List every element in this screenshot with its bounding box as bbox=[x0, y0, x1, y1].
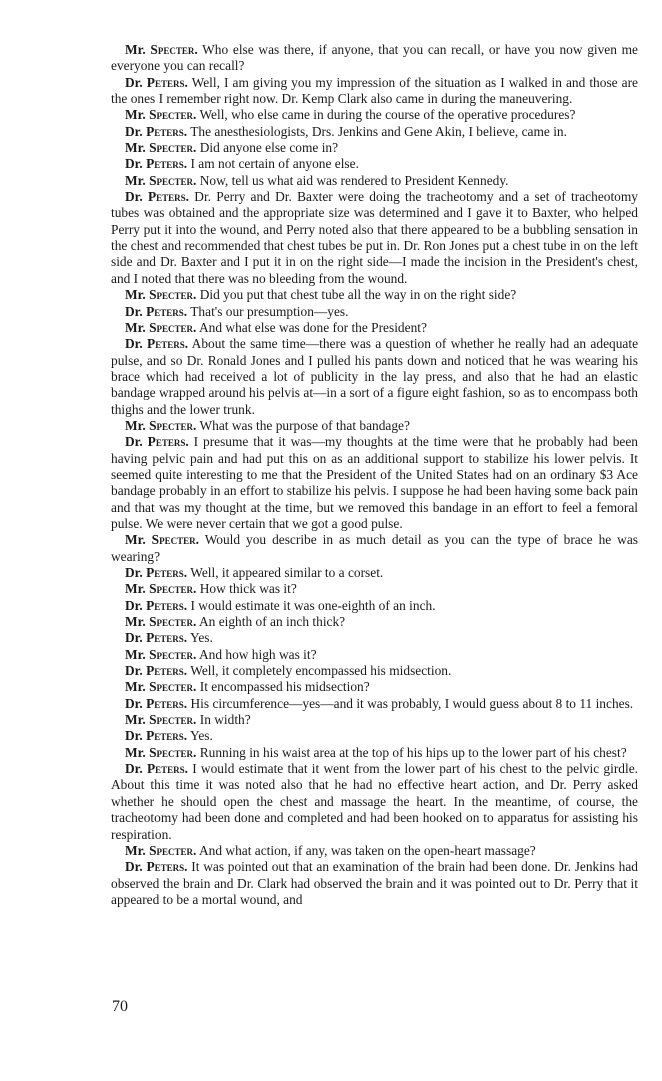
speaker-title: Mr. bbox=[125, 581, 146, 597]
speaker-label bbox=[125, 581, 196, 596]
speaker-title: Dr. bbox=[125, 663, 143, 679]
speech-text: I would estimate that it went from the lower part of his chest to the pelvic girdle. About this time it was noted also that he had no effective heart action, and Dr. Perry asked whether he should open the chest and massage the heart. In the meantime, of course, the tracheotomy had been done and completed and had been hooked on to apparatus for assisting his respiration. bbox=[111, 761, 638, 842]
speaker-name: Peters. bbox=[146, 74, 188, 90]
speech-text: And how high was it? bbox=[198, 646, 317, 662]
speaker-label bbox=[125, 320, 196, 335]
speech-text: It encompassed his midsection? bbox=[199, 679, 370, 695]
speaker-label bbox=[125, 42, 198, 57]
speech-text: How thick was it? bbox=[199, 581, 297, 597]
testimony-paragraph bbox=[111, 320, 638, 336]
testimony-paragraph bbox=[111, 859, 638, 908]
speaker-title: Dr. bbox=[125, 597, 143, 613]
speaker-label bbox=[125, 336, 188, 351]
speaker-label bbox=[125, 418, 196, 433]
speech-text: Did you put that chest tube all the way in on the right side? bbox=[199, 287, 517, 303]
speaker-name: Peters. bbox=[146, 695, 188, 711]
speech-text: I presume that it was—my thoughts at the time were that he probably had been having pelvic pain and had put this on as an additional support to stabilize his lower pelvis. It seemed quite interesting to me that the President of the United States had on an ordinary $3 Ace bandage probably in an effort to stabilize his pelvis. I suppose he had been having some back pain and that was my thought at the time, but we removed this bandage in an effort to feel a femoral pulse. We were never certain that we got a good pulse. bbox=[111, 434, 638, 531]
speech-text: Did anyone else come in? bbox=[199, 140, 339, 156]
speaker-label bbox=[125, 696, 187, 711]
speech-text: His circumference—yes—and it was probably, I would guess about 8 to 11 inches. bbox=[190, 695, 634, 711]
speaker-name: Specter. bbox=[149, 319, 197, 335]
speaker-title: Mr. bbox=[125, 842, 146, 858]
speech-text: Yes. bbox=[190, 728, 213, 744]
testimony-paragraph bbox=[111, 679, 638, 695]
speaker-label bbox=[125, 156, 187, 171]
testimony-paragraph bbox=[111, 173, 638, 189]
speaker-label bbox=[125, 598, 187, 613]
testimony-paragraph bbox=[111, 532, 638, 565]
speaker-label bbox=[125, 434, 189, 449]
testimony-paragraph bbox=[111, 647, 638, 663]
speaker-name: Peters. bbox=[146, 728, 188, 744]
speaker-label bbox=[125, 287, 196, 302]
speaker-label bbox=[125, 630, 187, 645]
speaker-name: Specter. bbox=[150, 42, 198, 57]
speaker-name: Peters. bbox=[147, 434, 189, 450]
speech-text: Now, tell us what aid was rendered to President Kennedy. bbox=[199, 172, 509, 188]
speaker-title: Mr. bbox=[125, 646, 146, 662]
testimony-paragraph bbox=[111, 614, 638, 630]
speaker-name: Peters. bbox=[146, 663, 188, 679]
speaker-name: Specter. bbox=[149, 417, 197, 433]
speaker-name: Peters. bbox=[146, 565, 188, 580]
speech-text: That's our presumption—yes. bbox=[190, 303, 349, 319]
testimony-paragraph bbox=[111, 598, 638, 614]
speaker-label bbox=[125, 843, 196, 858]
speaker-name: Specter. bbox=[149, 646, 197, 662]
speaker-title: Dr. bbox=[125, 189, 143, 205]
speaker-title: Dr. bbox=[125, 434, 143, 450]
speech-text: Well, who else came in during the course of the operative procedures? bbox=[199, 107, 576, 123]
speaker-label bbox=[125, 663, 187, 678]
speaker-label bbox=[125, 107, 196, 122]
speaker-label bbox=[125, 565, 187, 580]
speaker-name: Peters. bbox=[146, 761, 189, 777]
speaker-title: Mr. bbox=[125, 319, 146, 335]
testimony-paragraph bbox=[111, 189, 638, 287]
speech-text: Dr. Perry and Dr. Baxter were doing the tracheotomy and a set of tracheotomy tubes was obtained and the appropriate size was determined and I gave it to Baxter, who helped Perry put it into the wound, and Perry noted also that there appeared to be a bubbling sensation in the chest and recommended that chest tubes be put in. Dr. Ron Jones put a chest tube in on the left side and Dr. Baxter and I put it in on the right side—I made the incision in the President's chest, and I noted that there was no bleeding from the wound. bbox=[111, 189, 638, 286]
testimony-paragraph bbox=[111, 843, 638, 859]
speaker-label bbox=[125, 532, 199, 547]
speaker-label bbox=[125, 614, 196, 629]
speaker-title: Mr. bbox=[125, 42, 146, 57]
testimony-paragraph bbox=[111, 140, 638, 156]
testimony-paragraph bbox=[111, 75, 638, 108]
speaker-title: Mr. bbox=[125, 287, 146, 303]
speech-text: What was the purpose of that bandage? bbox=[199, 417, 410, 433]
testimony-paragraph bbox=[111, 630, 638, 646]
speaker-label bbox=[125, 761, 188, 776]
speech-text: Would you describe in as much detail as you can the type of brace he was wearing? bbox=[111, 532, 639, 564]
speaker-name: Specter. bbox=[149, 287, 197, 303]
speaker-title: Dr. bbox=[125, 761, 143, 777]
speaker-name: Peters. bbox=[146, 156, 188, 172]
speaker-label bbox=[125, 173, 196, 188]
speech-text: It was pointed out that an examination of the brain had been done. Dr. Jenkins had observed the brain and Dr. Clark had observed the brain and it was pointed out to Dr. Perry that it appeared to be a mortal wound, and bbox=[111, 859, 638, 907]
speaker-label bbox=[125, 728, 187, 743]
testimony-paragraph bbox=[111, 663, 638, 679]
speaker-title: Dr. bbox=[125, 74, 143, 90]
testimony-paragraph bbox=[111, 156, 638, 172]
transcript-body bbox=[111, 42, 638, 908]
speaker-label bbox=[125, 140, 196, 155]
speaker-title: Mr. bbox=[125, 679, 146, 695]
testimony-paragraph bbox=[111, 761, 638, 843]
speaker-title: Mr. bbox=[125, 140, 146, 156]
speaker-name: Peters. bbox=[146, 597, 188, 613]
speech-text: An eighth of an inch thick? bbox=[198, 614, 346, 630]
speaker-name: Specter. bbox=[149, 581, 197, 597]
testimony-paragraph bbox=[111, 107, 638, 123]
testimony-paragraph bbox=[111, 287, 638, 303]
speaker-name: Peters. bbox=[146, 859, 188, 875]
testimony-paragraph bbox=[111, 336, 638, 418]
speaker-name: Specter. bbox=[149, 107, 197, 123]
speaker-title: Mr. bbox=[125, 417, 146, 433]
testimony-paragraph bbox=[111, 418, 638, 434]
speaker-title: Dr. bbox=[125, 565, 143, 580]
speech-text: Well, it completely encompassed his midsection. bbox=[190, 663, 452, 679]
speaker-title: Dr. bbox=[125, 303, 143, 319]
speaker-title: Dr. bbox=[125, 728, 143, 744]
testimony-paragraph bbox=[111, 696, 638, 712]
speaker-name: Specter. bbox=[149, 140, 197, 156]
speech-text: Running in his waist area at the top of his hips up to the lower part of his chest? bbox=[199, 744, 627, 760]
speaker-title: Dr. bbox=[125, 859, 143, 875]
speaker-label bbox=[125, 679, 196, 694]
speaker-title: Mr. bbox=[125, 744, 146, 760]
speaker-name: Peters. bbox=[147, 189, 190, 205]
speaker-label bbox=[125, 304, 187, 319]
testimony-paragraph bbox=[111, 565, 638, 581]
speaker-title: Dr. bbox=[125, 156, 143, 172]
speaker-title: Dr. bbox=[125, 123, 143, 139]
testimony-paragraph bbox=[111, 728, 638, 744]
testimony-paragraph bbox=[111, 581, 638, 597]
speaker-title: Mr. bbox=[125, 172, 146, 188]
speaker-name: Specter. bbox=[151, 532, 199, 548]
testimony-paragraph bbox=[111, 124, 638, 140]
speaker-title: Mr. bbox=[125, 614, 146, 630]
speaker-name: Specter. bbox=[149, 679, 197, 695]
speaker-name: Peters. bbox=[147, 336, 189, 352]
speaker-label bbox=[125, 647, 196, 662]
speech-text: Who else was there, if anyone, that you can recall, or have you now given me everyone you can recall? bbox=[111, 42, 638, 74]
speaker-label bbox=[125, 124, 187, 139]
testimony-paragraph bbox=[111, 304, 638, 320]
testimony-paragraph bbox=[111, 712, 638, 728]
speaker-label bbox=[125, 712, 196, 727]
testimony-paragraph bbox=[111, 745, 638, 761]
speech-text: Yes. bbox=[190, 630, 213, 646]
speech-text: In width? bbox=[199, 712, 251, 728]
speaker-name: Specter. bbox=[149, 614, 197, 630]
speech-text: Well, it appeared similar to a corset. bbox=[190, 565, 384, 580]
speaker-title: Mr. bbox=[125, 532, 146, 548]
speech-text: About the same time—there was a question of whether he really had an adequate pulse, and so Dr. Ronald Jones and I pulled his pants down and noticed that he was wearing his brace which had received a lot of publicity in the lay press, and also that he had an elastic bandage wrapped around his pelvis at—in a sort of a figure eight fashion, so as to encompass both thighs and the lower trunk. bbox=[111, 336, 639, 417]
speaker-name: Specter. bbox=[149, 712, 197, 728]
speaker-title: Dr. bbox=[125, 630, 143, 646]
speech-text: I am not certain of anyone else. bbox=[190, 156, 359, 172]
speech-text: And what action, if any, was taken on the open-heart massage? bbox=[198, 842, 536, 858]
speech-text: And what else was done for the President? bbox=[198, 319, 427, 335]
speaker-name: Peters. bbox=[146, 630, 188, 646]
speaker-title: Dr. bbox=[125, 695, 143, 711]
speaker-name: Specter. bbox=[149, 842, 197, 858]
testimony-paragraph bbox=[111, 42, 638, 75]
testimony-paragraph bbox=[111, 434, 638, 532]
speaker-title: Mr. bbox=[125, 107, 146, 123]
speaker-label bbox=[125, 745, 196, 760]
speaker-name: Peters. bbox=[146, 303, 188, 319]
speaker-name: Peters. bbox=[146, 123, 188, 139]
speaker-title: Mr. bbox=[125, 712, 146, 728]
speaker-label bbox=[125, 859, 188, 874]
speaker-label bbox=[125, 75, 188, 90]
speaker-name: Specter. bbox=[149, 744, 197, 760]
page-number: 70 bbox=[112, 998, 128, 1015]
speaker-label bbox=[125, 189, 189, 204]
speaker-title: Dr. bbox=[125, 336, 143, 352]
speech-text: The anesthesiologists, Drs. Jenkins and Gene Akin, I believe, came in. bbox=[190, 123, 567, 139]
speech-text: I would estimate it was one-eighth of an inch. bbox=[190, 597, 436, 613]
speech-text: Well, I am giving you my impression of the situation as I walked in and those are the ones I remember right now. Dr. Kemp Clark also came in during the maneuvering. bbox=[111, 74, 638, 107]
speaker-name: Specter. bbox=[149, 172, 197, 188]
